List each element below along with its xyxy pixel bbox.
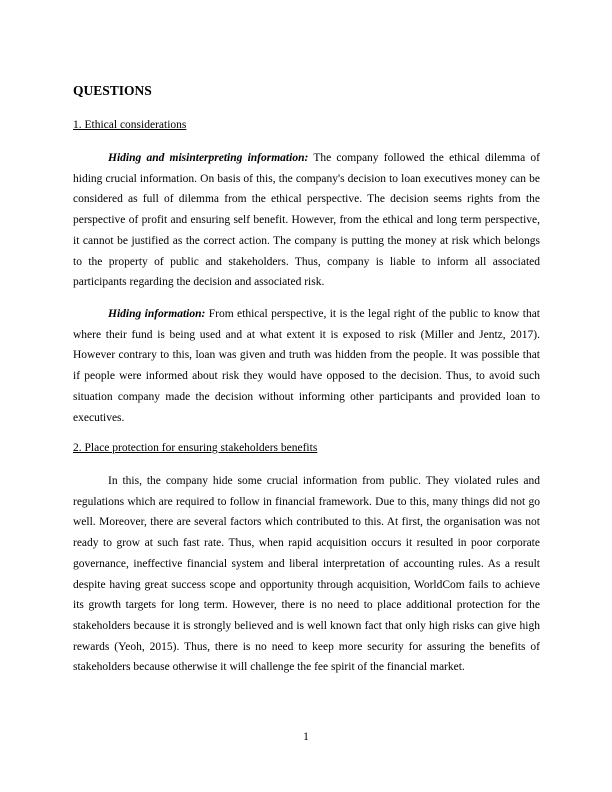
paragraph-text: From ethical perspective, it is the legal right of the public to know that where their fund is being used and at what extent it is exposed to risk (Miller and Jentz, 2017). However contrary to this, loan was given and truth was hidden from the people. It was possible that if people were informed about risk they would have opposed to the decision. Thus, to avoid such situation company made the decision without informing other participants and provided loan to executives. [73, 308, 541, 424]
paragraph-text: The company followed the ethical dilemma of hiding crucial information. On basis of this, the company's decision to loan executives money can be considered as full of dilemma from the ethical perspective. The decision seems rights from the perspective of profit and ensuring self benefit. However, from the ethical and long term perspective, it cannot be justified as the correct action. The company is putting the money at risk which belongs to the property of public and stakeholders. Thus, company is liable to inform all associated participants regarding the decision and associated risk. [73, 152, 540, 289]
section-2-title: 2. Place protection for ensuring stakeholders benefits [73, 442, 318, 454]
section-1-paragraph-2 [73, 304, 540, 428]
page-title: QUESTIONS [73, 83, 152, 98]
paragraph-lead: Hiding and misinterpreting information: [108, 152, 309, 164]
page-number: 1 [303, 731, 309, 743]
section-2-paragraph-1: In this, the company hide some crucial information from public. They violated rules and regulations which are required to follow in financial framework. Due to this, many things did not go well. Moreover, there are several factors which contributed to this. At first, the organisation was not ready to grow at such fast rate. Thus, when rapid acquisition occurs it resulted in poor corporate governance, ineffective financial system and liberal interpretation of accounting rules. As a result despite having great success scope and opportunity through acquisition, WorldCom fails to achieve its growth targets for long term. However, there is no need to place additional protection for the stakeholders because it is strongly believed and is well known fact that only high risks can give high rewards (Yeoh, 2015). Thus, there is no need to keep more security for assuring the benefits of stakeholders because otherwise it will challenge the fee spirit of the financial market. [73, 475, 540, 674]
section-1-title: 1. Ethical considerations [73, 119, 187, 131]
paragraph-lead: Hiding information: [108, 308, 206, 320]
section-1-paragraph-1 [73, 148, 540, 293]
